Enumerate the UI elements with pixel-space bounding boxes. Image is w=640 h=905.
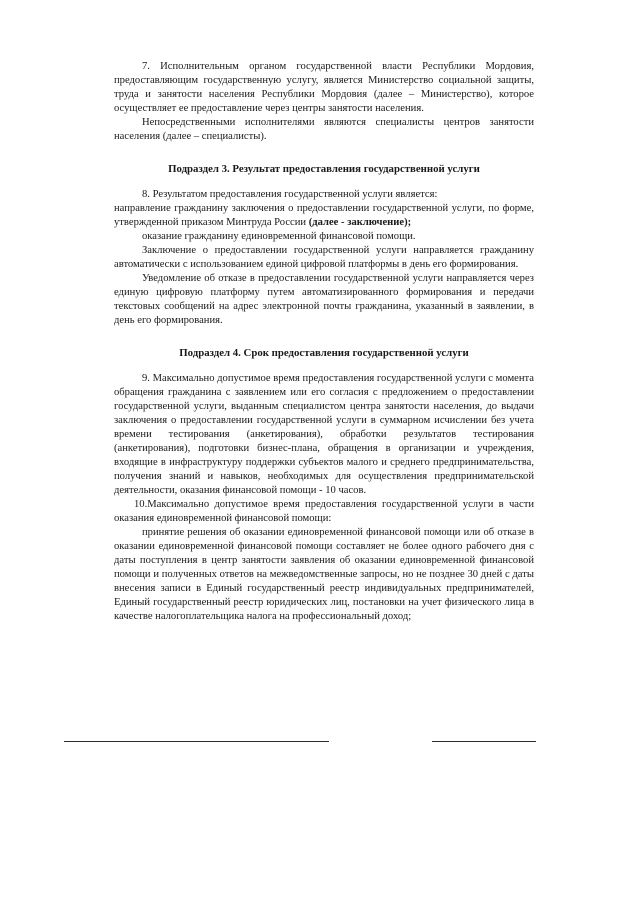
paragraph-10: 10.Максимально допустимое время предоставления государственной услуги в части оказания единовременной финансовой помощи: — [114, 499, 534, 524]
footnote-divider-left — [64, 741, 329, 742]
paragraph-8-item-1-text: направление гражданину заключения о предоставлении государственной услуги, по форме, утвержденной приказом Минтруда России — [114, 203, 534, 228]
paragraph-conclusion: Заключение о предоставлении государственной услуги направляется гражданину автоматически с использованием единой цифровой платформы в день его формирования. — [114, 245, 534, 270]
footnote-divider-right — [432, 741, 536, 742]
paragraph-8-intro: 8. Результатом предоставления государственной услуги является: — [142, 189, 438, 200]
paragraph-8-item-1 — [114, 202, 534, 230]
paragraph-8-item-2: оказание гражданину единовременной финансовой помощи. — [142, 231, 416, 242]
paragraph-7: 7. Исполнительным органом государственной власти Республики Мордовия, предоставляющим государственную услугу, является Министерство социальной защиты, труда и занятости населения Республики Мордовия (далее – Министерство), которое осуществляет ее предоставление через центры занятости населения. — [114, 61, 534, 114]
paragraph-executors: Непосредственными исполнителями являются специалисты центров занятости населения (далее – специалисты). — [114, 117, 534, 142]
paragraph-refusal: Уведомление об отказе в предоставлении государственной услуги направляется через единую цифровую платформу путем автоматизированного формирования и передачи текстовых сообщений на адрес электронной почты гражданина, указанный в заявлении, в день его формирования. — [114, 273, 534, 326]
section-4-heading: Подраздел 4. Срок предоставления государственной услуги — [179, 347, 469, 359]
section-3-heading: Подраздел 3. Результат предоставления государственной услуги — [168, 163, 480, 175]
document-page — [114, 60, 534, 624]
paragraph-8-item-1-bold: (далее - заключение); — [308, 217, 412, 228]
paragraph-10-item: принятие решения об оказании единовременной финансовой помощи или об отказе в оказании единовременной финансовой помощи составляет не более одного рабочего дня с даты поступления в центр занятости заявления об оказании единовременной финансовой помощи и полученных ответов на межведомственные запросы, но не позднее 30 дней с даты внесения записи в Единый государственный реестр индивидуальных предпринимателей, Единый государственный реестр юридических лиц, постановки на учет физического лица в качестве налогоплательщика налога на профессиональный доход; — [114, 527, 534, 622]
paragraph-9: 9. Максимально допустимое время предоставления государственной услуги с момента обращения гражданина с заявлением или его согласия с предложением о предоставлении государственной услуги, выданным специалистом центра занятости населения, до выдачи заключения о предоставлении государственной услуги в суммарном исчислении без учета времени тестирования (анкетирования), обработки результатов тестирования (анкетирования), подготовки бизнес-плана, обращения в организации и учреждения, входящие в инфраструктуру поддержки субъектов малого и среднего предпринимательства, получения знаний и навыков, необходимых для осуществления предпринимательской деятельности, оказания финансовой помощи - 10 часов. — [114, 373, 534, 496]
